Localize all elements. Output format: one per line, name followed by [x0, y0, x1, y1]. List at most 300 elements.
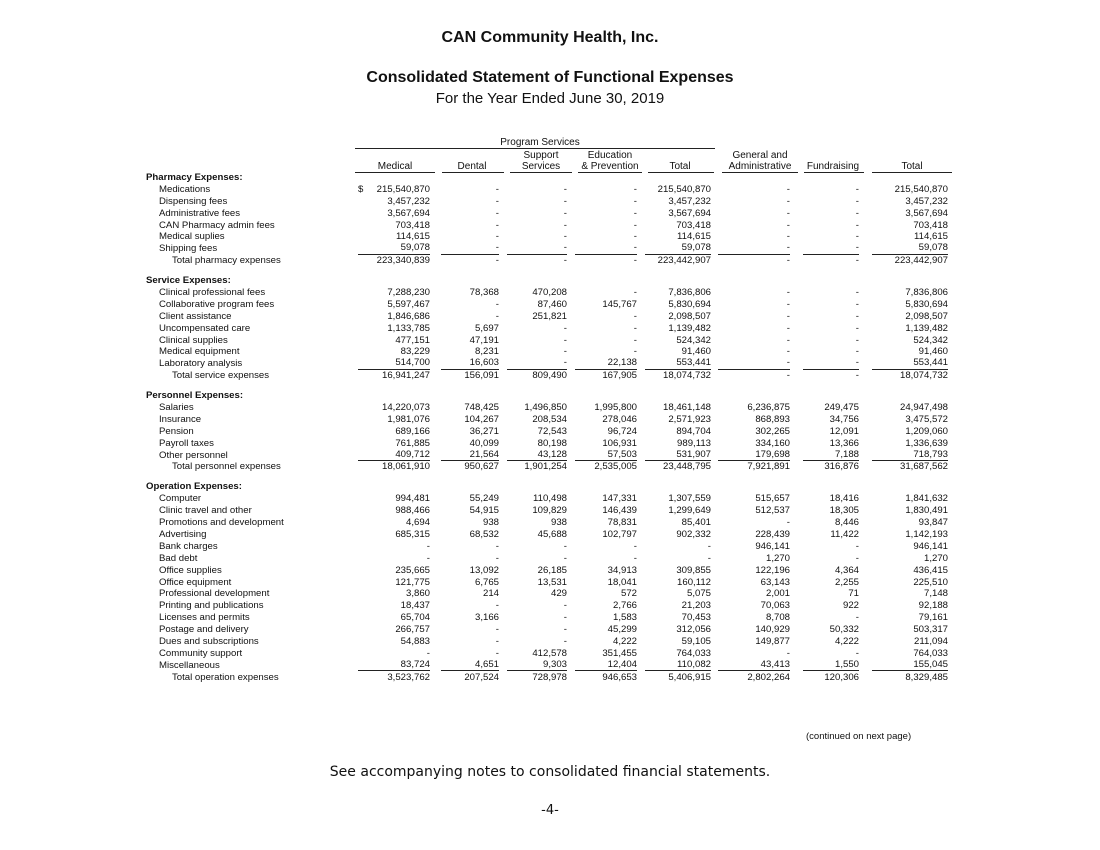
cell-fundraising: 922 — [842, 600, 859, 612]
cell-general-administrative: - — [786, 517, 790, 529]
cell-program-total: 703,418 — [676, 219, 711, 231]
row-label: Medical equipment — [159, 346, 240, 358]
cell-support-services: - — [563, 255, 567, 267]
section-header-row — [0, 390, 1100, 402]
table-row — [0, 426, 1100, 438]
col-header-education-1: Education — [587, 150, 633, 161]
cell-fundraising: - — [855, 612, 859, 624]
cell-support-services: - — [563, 346, 567, 358]
cell-general-administrative: 2,802,264 — [747, 671, 790, 683]
cell-fundraising: - — [855, 287, 859, 299]
cell-program-total: 524,342 — [676, 334, 711, 346]
table-row — [0, 577, 1100, 589]
cell-program-total: - — [707, 552, 711, 564]
cell-program-total: 2,098,507 — [668, 310, 711, 322]
cell-program-total: 1,299,649 — [668, 505, 711, 517]
cell-medical: 3,567,694 — [387, 207, 430, 219]
cell-total: 1,830,491 — [905, 505, 948, 517]
cell-fundraising: 71 — [848, 588, 859, 600]
cell-fundraising: 1,550 — [803, 660, 859, 672]
row-label: Medications — [159, 183, 211, 195]
cell-support-services: - — [563, 219, 567, 231]
row-label: Uncompensated care — [159, 322, 251, 334]
cell-program-total: 59,078 — [645, 243, 711, 255]
cell-program-total: 18,461,148 — [662, 402, 711, 414]
cell-dental: 104,267 — [464, 413, 499, 425]
cell-dental: - — [495, 195, 499, 207]
section-label: Operation Expenses: — [146, 481, 242, 493]
section-header-row — [0, 172, 1100, 184]
cell-total: 7,148 — [923, 588, 948, 600]
cell-general-administrative: 7,921,891 — [747, 461, 790, 473]
row-label: Clinic travel and other — [159, 505, 252, 517]
cell-education-prevention: 146,439 — [602, 505, 637, 517]
cell-dental: 938 — [482, 517, 499, 529]
cell-education-prevention: 147,331 — [602, 493, 637, 505]
cell-general-administrative: - — [786, 231, 790, 243]
cell-program-total: 902,332 — [676, 528, 711, 540]
cell-dental: - — [495, 552, 499, 564]
cell-general-administrative: - — [786, 219, 790, 231]
cell-general-administrative: 1,270 — [765, 552, 790, 564]
cell-fundraising: 18,416 — [829, 493, 859, 505]
cell-program-total: 5,075 — [686, 588, 711, 600]
cell-medical: 3,457,232 — [387, 195, 430, 207]
cell-fundraising: - — [855, 231, 859, 243]
cell-program-total: 91,460 — [681, 346, 711, 358]
cell-support-services: 208,534 — [532, 413, 567, 425]
cell-medical: 409,712 — [358, 450, 430, 462]
cell-education-prevention: - — [575, 243, 637, 255]
cell-dental: 55,249 — [469, 493, 499, 505]
row-label: Shipping fees — [159, 243, 218, 255]
cell-dental: - — [495, 540, 499, 552]
row-label: CAN Pharmacy admin fees — [159, 219, 275, 231]
table-row — [0, 553, 1100, 565]
section-label: Service Expenses: — [146, 275, 231, 287]
table-row — [0, 323, 1100, 335]
cell-total: 24,947,498 — [899, 402, 948, 414]
col-header-support-1: Support — [523, 150, 559, 161]
cell-education-prevention: 4,222 — [612, 635, 637, 647]
row-label: Total personnel expenses — [172, 461, 281, 473]
cell-general-administrative: 179,698 — [718, 450, 790, 462]
table-row — [0, 243, 1100, 255]
cell-total: 1,336,639 — [905, 437, 948, 449]
row-label: Total service expenses — [172, 370, 270, 382]
cell-support-services: 1,496,850 — [524, 402, 567, 414]
row-label: Dispensing fees — [159, 195, 228, 207]
cell-program-total: 215,540,870 — [657, 183, 711, 195]
cell-general-administrative: - — [786, 334, 790, 346]
cell-medical: 7,288,230 — [387, 287, 430, 299]
cell-dental: 207,524 — [464, 671, 499, 683]
row-label: Insurance — [159, 413, 202, 425]
cell-dental: - — [495, 298, 499, 310]
cell-medical: 689,166 — [395, 425, 430, 437]
row-label: Salaries — [159, 402, 194, 414]
cell-program-total: 7,836,806 — [668, 287, 711, 299]
cell-general-administrative: 334,160 — [755, 437, 790, 449]
cell-program-total: 3,457,232 — [668, 195, 711, 207]
cell-medical: 266,757 — [395, 624, 430, 636]
cell-medical: 1,133,785 — [387, 322, 430, 334]
row-label: Clinical professional fees — [159, 287, 266, 299]
cell-medical: 3,523,762 — [387, 671, 430, 683]
cell-program-total: 553,441 — [645, 358, 711, 370]
cell-support-services: - — [563, 322, 567, 334]
cell-medical: 5,597,467 — [387, 298, 430, 310]
table-row — [0, 299, 1100, 311]
cell-program-total: 21,203 — [681, 600, 711, 612]
cell-medical: 994,481 — [395, 493, 430, 505]
cell-support-services: - — [563, 600, 567, 612]
cell-fundraising: 4,222 — [834, 635, 859, 647]
table-row — [0, 311, 1100, 323]
cell-education-prevention: 78,831 — [607, 517, 637, 529]
cell-fundraising: - — [855, 552, 859, 564]
table-row — [0, 541, 1100, 553]
row-label: Total operation expenses — [172, 671, 279, 683]
cell-medical: 4,694 — [405, 517, 430, 529]
table-row — [0, 636, 1100, 648]
statement-period: For the Year Ended June 30, 2019 — [435, 90, 665, 107]
cell-general-administrative: 2,001 — [765, 588, 790, 600]
cell-education-prevention: 106,931 — [602, 437, 637, 449]
cell-total: 1,139,482 — [905, 322, 948, 334]
cell-dental: 47,191 — [469, 334, 499, 346]
cell-total: 59,078 — [872, 243, 948, 255]
cell-total: 1,209,060 — [905, 425, 948, 437]
cell-education-prevention: 12,404 — [575, 660, 637, 672]
total-row — [0, 370, 1100, 382]
cell-fundraising: 2,255 — [834, 576, 859, 588]
cell-education-prevention: 145,767 — [602, 298, 637, 310]
cell-education-prevention: - — [633, 540, 637, 552]
table-row — [0, 196, 1100, 208]
cell-medical: 988,466 — [395, 505, 430, 517]
cell-support-services: - — [507, 358, 567, 370]
table-row — [0, 414, 1100, 426]
cell-total: 92,188 — [918, 600, 948, 612]
table-row — [0, 450, 1100, 462]
cell-general-administrative: 140,929 — [755, 624, 790, 636]
cell-education-prevention: 946,653 — [602, 671, 637, 683]
cell-fundraising: - — [855, 334, 859, 346]
cell-total: 79,161 — [918, 612, 948, 624]
cell-support-services: - — [563, 612, 567, 624]
cell-general-administrative: 228,439 — [755, 528, 790, 540]
row-label: Licenses and permits — [159, 612, 250, 624]
cell-education-prevention: 278,046 — [602, 413, 637, 425]
cell-dental: - — [495, 207, 499, 219]
cell-support-services: 9,303 — [507, 660, 567, 672]
cell-support-services: 13,531 — [537, 576, 567, 588]
cell-total: 946,141 — [913, 540, 948, 552]
cell-general-administrative: 512,537 — [755, 505, 790, 517]
table-row — [0, 287, 1100, 299]
statement-title: Consolidated Statement of Functional Expenses — [366, 69, 734, 86]
cell-fundraising: 50,332 — [829, 624, 859, 636]
cell-support-services: - — [563, 635, 567, 647]
cell-education-prevention: - — [633, 334, 637, 346]
cell-education-prevention: 2,766 — [612, 600, 637, 612]
cell-program-total: 114,615 — [677, 231, 711, 243]
continued-note: (continued on next page) — [806, 731, 912, 742]
cell-program-total: 59,105 — [681, 635, 711, 647]
cell-education-prevention: - — [633, 552, 637, 564]
row-label: Promotions and development — [159, 517, 284, 529]
cell-general-administrative: 302,265 — [755, 425, 790, 437]
cell-total: 225,510 — [913, 576, 948, 588]
cell-program-total: 894,704 — [676, 425, 711, 437]
cell-total: 553,441 — [872, 358, 948, 370]
cell-fundraising: - — [855, 183, 859, 195]
cell-dental: 21,564 — [441, 450, 499, 462]
cell-general-administrative: 6,236,875 — [747, 402, 790, 414]
table-row — [0, 588, 1100, 600]
col-header-medical: Medical — [377, 161, 413, 172]
cell-education-prevention: - — [633, 207, 637, 219]
cell-program-total: 531,907 — [645, 450, 711, 462]
cell-dental: 950,627 — [464, 461, 499, 473]
cell-total: 215,540,870 — [894, 183, 948, 195]
cell-dental: 54,915 — [469, 505, 499, 517]
table-row — [0, 565, 1100, 577]
cell-fundraising: - — [855, 195, 859, 207]
cell-dental: 8,231 — [474, 346, 499, 358]
col-header-program-total: Total — [669, 161, 691, 172]
cell-medical: 18,061,910 — [381, 461, 430, 473]
cell-fundraising: - — [855, 647, 859, 659]
table-row — [0, 208, 1100, 220]
col-header-dental: Dental — [457, 161, 487, 172]
cell-dental: 78,368 — [469, 287, 499, 299]
cell-general-administrative: - — [786, 310, 790, 322]
cell-medical: 235,665 — [395, 564, 430, 576]
cell-fundraising: 249,475 — [824, 402, 859, 414]
cell-education-prevention: 102,797 — [602, 528, 637, 540]
cell-general-administrative: - — [786, 183, 790, 195]
cell-education-prevention: 18,041 — [607, 576, 637, 588]
cell-education-prevention: 2,535,005 — [594, 461, 637, 473]
cell-dental: - — [495, 231, 499, 243]
cell-education-prevention: - — [633, 195, 637, 207]
cell-program-total: - — [707, 540, 711, 552]
cell-total: 114,615 — [914, 231, 948, 243]
cell-dental: 6,765 — [474, 576, 499, 588]
cell-medical: 83,724 — [358, 660, 430, 672]
cell-fundraising: 316,876 — [824, 461, 859, 473]
cell-dental: 40,099 — [469, 437, 499, 449]
cell-medical: 114,615 — [396, 231, 430, 243]
cell-medical: - — [426, 540, 430, 552]
cell-total: 3,567,694 — [905, 207, 948, 219]
cell-fundraising: 34,756 — [829, 413, 859, 425]
row-label: Administrative fees — [159, 207, 241, 219]
table-row — [0, 660, 1100, 672]
cell-fundraising: - — [855, 310, 859, 322]
table-row — [0, 624, 1100, 636]
cell-general-administrative: 515,657 — [755, 493, 790, 505]
cell-medical: 18,437 — [400, 600, 430, 612]
cell-general-administrative: 70,063 — [760, 600, 790, 612]
total-row — [0, 672, 1100, 684]
cell-support-services: 809,490 — [532, 370, 567, 382]
cell-medical: 703,418 — [395, 219, 430, 231]
table-row — [0, 184, 1100, 196]
cell-dental: - — [495, 183, 499, 195]
expense-table — [0, 172, 1100, 684]
cell-medical: 121,775 — [395, 576, 430, 588]
cell-total: 31,687,562 — [899, 461, 948, 473]
cell-support-services: 728,978 — [532, 671, 567, 683]
col-header-education-2: & Prevention — [581, 161, 639, 172]
cell-dental: - — [441, 243, 499, 255]
cell-program-total: 5,830,694 — [668, 298, 711, 310]
cell-total: 2,098,507 — [905, 310, 948, 322]
cell-total: 436,415 — [913, 564, 948, 576]
cell-education-prevention: - — [633, 346, 637, 358]
cell-education-prevention: - — [633, 219, 637, 231]
cell-support-services: 80,198 — [537, 437, 567, 449]
cell-medical: 54,883 — [400, 635, 430, 647]
cell-general-administrative: - — [786, 346, 790, 358]
row-label: Postage and delivery — [159, 624, 249, 636]
cell-dental: 13,092 — [469, 564, 499, 576]
cell-general-administrative: - — [786, 370, 790, 382]
cell-program-total: 5,406,915 — [668, 671, 711, 683]
row-label: Office supplies — [159, 564, 222, 576]
cell-general-administrative: 868,893 — [755, 413, 790, 425]
cell-support-services: - — [563, 183, 567, 195]
row-label: Dues and subscriptions — [159, 635, 259, 647]
cell-medical: 514,700 — [358, 358, 430, 370]
col-header-fundraising: Fundraising — [806, 161, 860, 172]
table-row — [0, 493, 1100, 505]
cell-total: 7,836,806 — [905, 287, 948, 299]
row-label: Client assistance — [159, 310, 232, 322]
cell-support-services: 45,688 — [537, 528, 567, 540]
cell-education-prevention: 167,905 — [602, 370, 637, 382]
cell-total: 211,094 — [914, 635, 948, 647]
cell-general-administrative: 63,143 — [760, 576, 790, 588]
cell-education-prevention: - — [633, 183, 637, 195]
cell-total: 1,142,193 — [905, 528, 948, 540]
row-label: Laboratory analysis — [159, 358, 243, 370]
row-label: Pension — [159, 425, 194, 437]
cell-medical: 59,078 — [358, 243, 430, 255]
cell-fundraising: - — [855, 207, 859, 219]
cell-education-prevention: 22,138 — [575, 358, 637, 370]
cell-medical: 215,540,870 — [376, 183, 430, 195]
cell-general-administrative: - — [718, 358, 790, 370]
row-label: Printing and publications — [159, 600, 264, 612]
cell-medical: 685,315 — [395, 528, 430, 540]
notes-reference: See accompanying notes to consolidated financial statements. — [329, 764, 771, 780]
row-label: Community support — [159, 647, 243, 659]
cell-program-total: 18,074,732 — [662, 370, 711, 382]
cell-education-prevention: 572 — [620, 588, 637, 600]
cell-support-services: - — [563, 624, 567, 636]
cell-medical: 223,340,839 — [376, 255, 430, 267]
cell-support-services: - — [563, 334, 567, 346]
cell-fundraising: 7,188 — [803, 450, 859, 462]
cell-support-services: 43,128 — [507, 450, 567, 462]
total-row — [0, 255, 1100, 267]
cell-fundraising: - — [855, 540, 859, 552]
row-label: Computer — [159, 493, 202, 505]
cell-program-total: 989,113 — [677, 437, 711, 449]
cell-program-total: 70,453 — [681, 612, 711, 624]
cell-dental: 214 — [482, 588, 499, 600]
cell-support-services: 251,821 — [532, 310, 567, 322]
cell-general-administrative: - — [786, 195, 790, 207]
cell-dental: - — [495, 635, 499, 647]
cell-dental: - — [495, 255, 499, 267]
cell-general-administrative: - — [786, 647, 790, 659]
cell-support-services: 87,460 — [537, 298, 567, 310]
row-label: Total pharmacy expenses — [172, 255, 281, 267]
cell-dental: - — [495, 600, 499, 612]
cell-program-total: 3,567,694 — [668, 207, 711, 219]
cell-fundraising: - — [855, 255, 859, 267]
cell-general-administrative: - — [786, 207, 790, 219]
cell-total: 1,270 — [923, 552, 948, 564]
cell-dental: 16,603 — [441, 358, 499, 370]
cell-total: 8,329,485 — [905, 671, 948, 683]
cell-general-administrative: 43,413 — [718, 660, 790, 672]
cell-total: 703,418 — [913, 219, 948, 231]
table-row — [0, 648, 1100, 660]
cell-program-total: 312,056 — [676, 624, 711, 636]
cell-fundraising: 120,306 — [824, 671, 859, 683]
cell-support-services: 110,498 — [533, 493, 567, 505]
cell-total: 93,847 — [918, 517, 948, 529]
cell-medical: - — [426, 552, 430, 564]
cell-education-prevention: 1,995,800 — [594, 402, 637, 414]
cell-medical: 761,885 — [395, 437, 430, 449]
cell-program-total: 110,082 — [645, 660, 711, 672]
cell-total: 524,342 — [913, 334, 948, 346]
col-header-total: Total — [901, 161, 923, 172]
section-header-row — [0, 481, 1100, 493]
row-label: Miscellaneous — [159, 659, 220, 671]
table-row — [0, 402, 1100, 414]
cell-general-administrative: - — [786, 255, 790, 267]
cell-general-administrative: 149,877 — [755, 635, 790, 647]
cell-dental: 748,425 — [464, 402, 499, 414]
cell-total: 3,475,572 — [905, 413, 948, 425]
section-header-row — [0, 275, 1100, 287]
cell-support-services: 72,543 — [537, 425, 567, 437]
cell-dental: 4,651 — [441, 660, 499, 672]
cell-education-prevention: 351,455 — [602, 647, 637, 659]
cell-support-services: - — [563, 195, 567, 207]
col-header-ga-1: General and — [732, 150, 788, 161]
section-label: Pharmacy Expenses: — [146, 172, 243, 183]
row-label: Medical suplies — [159, 231, 225, 243]
cell-support-services: 429 — [550, 588, 567, 600]
cell-support-services: 1,901,254 — [524, 461, 567, 473]
cell-support-services: 26,185 — [537, 564, 567, 576]
cell-total: 223,442,907 — [894, 255, 948, 267]
table-row — [0, 358, 1100, 370]
cell-total: 718,793 — [872, 450, 948, 462]
cell-program-total: 1,307,559 — [668, 493, 711, 505]
table-row — [0, 220, 1100, 232]
cell-program-total: 23,448,795 — [662, 461, 711, 473]
